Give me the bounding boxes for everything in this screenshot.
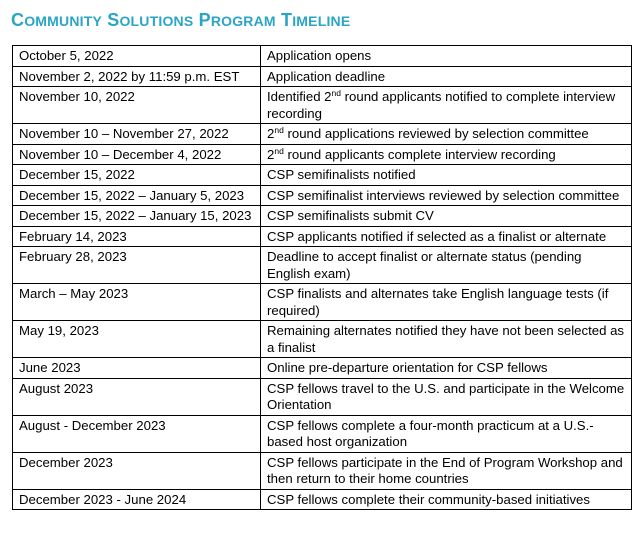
table-row (13, 124, 632, 145)
event-cell: 2nd round applicants complete interview recording (261, 144, 632, 165)
event-cell: Deadline to accept finalist or alternate status (pending English exam) (261, 247, 632, 284)
date-cell: December 2023 (13, 452, 261, 489)
date-cell: November 2, 2022 by 11:59 p.m. EST (13, 66, 261, 87)
event-cell: CSP fellows complete their community-based initiatives (261, 489, 632, 510)
date-cell: November 10, 2022 (13, 87, 261, 124)
date-cell: May 19, 2023 (13, 321, 261, 358)
event-cell: Remaining alternates notified they have not been selected as a finalist (261, 321, 632, 358)
table-row (13, 378, 632, 415)
date-cell: December 2023 - June 2024 (13, 489, 261, 510)
table-row (13, 415, 632, 452)
table-row (13, 46, 632, 67)
table-row (13, 66, 632, 87)
timeline-table (12, 45, 632, 510)
event-cell: CSP semifinalist interviews reviewed by selection committee (261, 185, 632, 206)
table-row (13, 358, 632, 379)
event-cell: CSP applicants notified if selected as a finalist or alternate (261, 226, 632, 247)
table-row (13, 87, 632, 124)
event-cell: CSP fellows participate in the End of Program Workshop and then return to their home countries (261, 452, 632, 489)
table-row (13, 489, 632, 510)
event-cell: CSP finalists and alternates take English language tests (if required) (261, 284, 632, 321)
event-cell: CSP semifinalists submit CV (261, 206, 632, 227)
table-row (13, 144, 632, 165)
table-row (13, 165, 632, 186)
event-cell: Online pre-departure orientation for CSP fellows (261, 358, 632, 379)
event-cell: Application opens (261, 46, 632, 67)
date-cell: December 15, 2022 (13, 165, 261, 186)
date-cell: October 5, 2022 (13, 46, 261, 67)
date-cell: August - December 2023 (13, 415, 261, 452)
event-cell: 2nd round applications reviewed by selection committee (261, 124, 632, 145)
table-row (13, 284, 632, 321)
event-cell: CSP semifinalists notified (261, 165, 632, 186)
date-cell: June 2023 (13, 358, 261, 379)
title-word: COMMUNITY (11, 10, 103, 30)
title-word: TIMELINE (281, 10, 351, 30)
table-row (13, 247, 632, 284)
page-title (11, 9, 350, 32)
date-cell: December 15, 2022 – January 5, 2023 (13, 185, 261, 206)
title-word: PROGRAM (198, 10, 276, 30)
event-cell: Application deadline (261, 66, 632, 87)
date-cell: March – May 2023 (13, 284, 261, 321)
event-cell: CSP fellows complete a four-month practicum at a U.S.-based host organization (261, 415, 632, 452)
title-word: SOLUTIONS (107, 10, 194, 30)
date-cell: November 10 – December 4, 2022 (13, 144, 261, 165)
table-row (13, 226, 632, 247)
date-cell: November 10 – November 27, 2022 (13, 124, 261, 145)
table-row (13, 206, 632, 227)
event-cell: Identified 2nd round applicants notified to complete interview recording (261, 87, 632, 124)
date-cell: February 28, 2023 (13, 247, 261, 284)
table-row (13, 452, 632, 489)
table-row (13, 321, 632, 358)
event-cell: CSP fellows travel to the U.S. and participate in the Welcome Orientation (261, 378, 632, 415)
date-cell: December 15, 2022 – January 15, 2023 (13, 206, 261, 227)
table-row (13, 185, 632, 206)
date-cell: February 14, 2023 (13, 226, 261, 247)
date-cell: August 2023 (13, 378, 261, 415)
